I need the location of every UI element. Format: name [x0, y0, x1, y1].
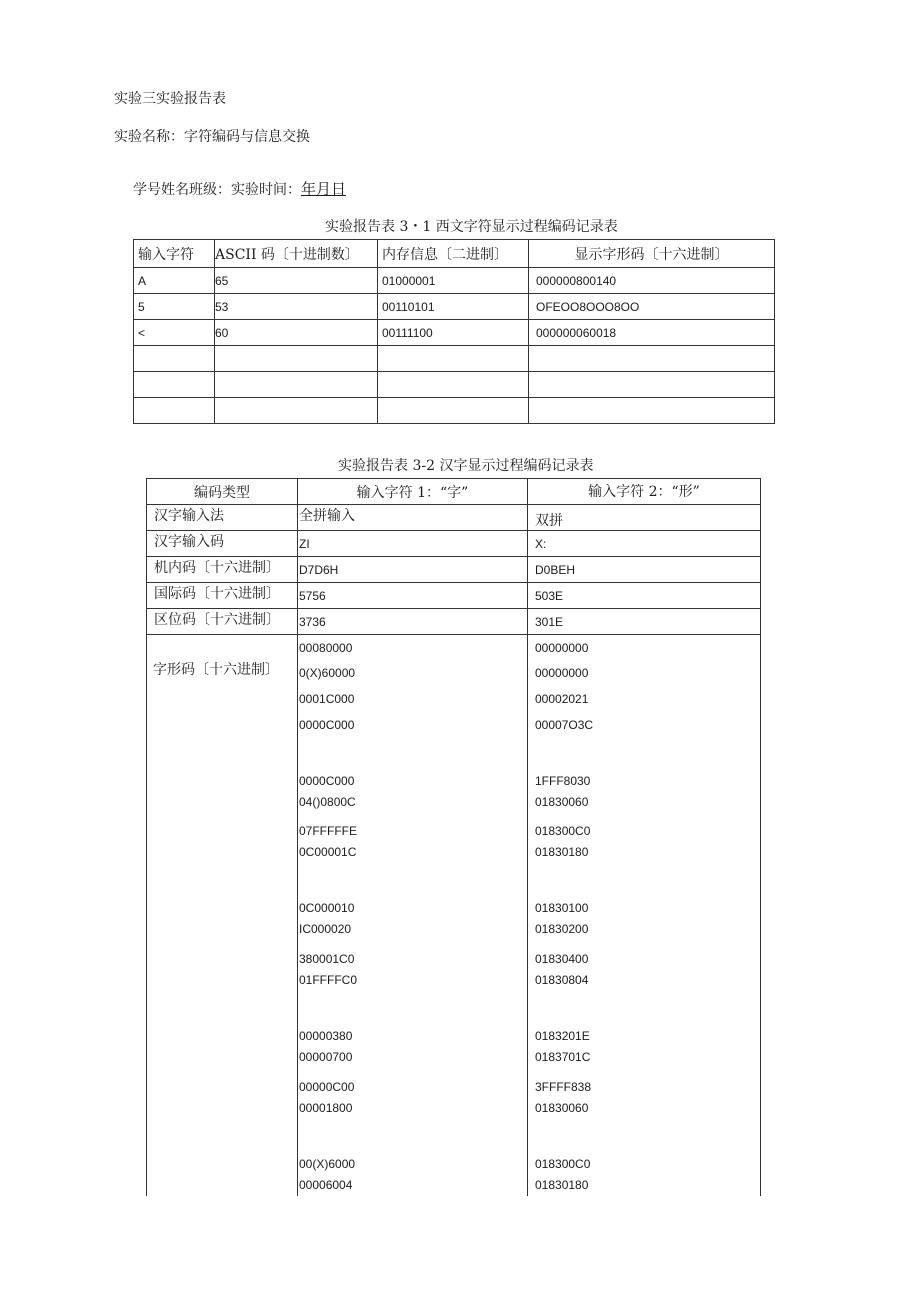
- glyph-code-line: 01830060: [535, 1101, 589, 1115]
- glyph-code-line: 00000000: [535, 641, 589, 655]
- table1-caption: 实验报告表 3・1 西文字符显示过程编码记录表: [325, 219, 618, 235]
- table-cell: [134, 372, 215, 398]
- table-cell: 5: [134, 294, 215, 320]
- table-cell: [134, 398, 215, 424]
- table2-caption: 实验报告表 3-2 汉字显示过程编码记录表: [338, 458, 594, 474]
- glyph-code-line: 07FFFFFE: [299, 824, 358, 838]
- table-cell: D0BEH: [528, 557, 761, 583]
- glyph-code-line: 00007O3C: [535, 718, 594, 732]
- glyph-code-line: 380001C0: [299, 952, 355, 966]
- glyph-code-line: 018300C0: [535, 824, 591, 838]
- table-row: [147, 531, 761, 557]
- table-cell: D7D6H: [298, 557, 528, 583]
- table-row: [147, 557, 761, 583]
- table-cell: [378, 346, 529, 372]
- table-row: [134, 398, 775, 424]
- row-label: 国际码〔十六进制〕: [147, 583, 298, 609]
- western-char-table: [133, 239, 775, 424]
- glyph-code-line: 0C00001C: [299, 845, 357, 859]
- table-cell: [215, 372, 378, 398]
- table-cell: 00110101: [378, 294, 529, 320]
- chinese-char-table: [146, 478, 761, 1196]
- experiment-name-label: 实验名称：: [114, 129, 184, 145]
- column-header: 编码类型: [147, 479, 298, 505]
- table-cell: 65: [215, 268, 378, 294]
- row-label: 字形码〔十六进制〕: [153, 662, 279, 678]
- student-info-label: 学号姓名班级：实验时间：: [133, 182, 301, 198]
- glyph-code-line: IC000020: [299, 922, 352, 936]
- table-header-row: [134, 240, 775, 268]
- column-header: 输入字符: [134, 240, 215, 268]
- glyph-code-line: 01FFFFC0: [299, 973, 358, 987]
- table-cell: 全拼输入: [298, 505, 528, 531]
- glyph-code-line: 01830100: [535, 901, 589, 915]
- glyph-code-line: 3FFFF838: [535, 1080, 592, 1094]
- row-label: 汉字输入法: [147, 505, 298, 531]
- glyph-code-line: 00000C00: [299, 1080, 355, 1094]
- table-cell: A: [134, 268, 215, 294]
- row-label: 机内码〔十六进制〕: [147, 557, 298, 583]
- table-cell: [134, 346, 215, 372]
- table-cell: <: [134, 320, 215, 346]
- glyph-code-line: 01830400: [535, 952, 589, 966]
- table-cell: 01000001: [378, 268, 529, 294]
- table-cell: 5756: [298, 583, 528, 609]
- glyph-code-line: 0000C000: [299, 718, 355, 732]
- glyph-code-line: 00001800: [299, 1101, 353, 1115]
- glyph-code-line: 0(X)60000: [299, 666, 356, 680]
- table-row: [147, 609, 761, 635]
- glyph-code-line: 00000700: [299, 1050, 353, 1064]
- glyph-code-line: 0183201E: [535, 1029, 590, 1043]
- table-row: [147, 505, 761, 531]
- glyph-char2-cell: [528, 635, 761, 1197]
- experiment-name-line: [114, 126, 310, 146]
- glyph-code-line: 018300C0: [535, 1157, 591, 1171]
- table-cell: 53: [215, 294, 378, 320]
- glyph-code-line: 0001C000: [299, 692, 355, 706]
- glyph-code-line: 01830180: [535, 845, 589, 859]
- glyph-code-line: 01830804: [535, 973, 589, 987]
- glyph-code-line: 0C000010: [299, 901, 355, 915]
- table-cell: 000000060018: [529, 320, 775, 346]
- column-header: ASCII 码〔十进制数〕: [215, 240, 378, 268]
- glyph-code-line: 01830060: [535, 795, 589, 809]
- table-cell: 60: [215, 320, 378, 346]
- glyph-code-row: [147, 635, 761, 1197]
- table-row: [147, 583, 761, 609]
- table-cell: [529, 398, 775, 424]
- table-cell: [529, 372, 775, 398]
- glyph-code-line: 0183701C: [535, 1050, 591, 1064]
- experiment-name-value: 字符编码与信息交换: [184, 129, 310, 145]
- glyph-label-cell: [147, 635, 298, 1197]
- table-cell: 双拼: [528, 505, 761, 531]
- table-cell: [378, 398, 529, 424]
- table-cell: OFEOO8OOO8OO: [529, 294, 775, 320]
- table-cell: X:: [528, 531, 761, 557]
- glyph-code-line: 00000380: [299, 1029, 353, 1043]
- table-cell: 3736: [298, 609, 528, 635]
- table-cell: [378, 372, 529, 398]
- student-info-line: [133, 178, 346, 199]
- table-cell: 503E: [528, 583, 761, 609]
- row-label: 汉字输入码: [147, 531, 298, 557]
- glyph-code-line: 00006004: [299, 1178, 353, 1192]
- table-row: [134, 346, 775, 372]
- column-header: 显示字形码〔十六进制〕: [529, 240, 775, 268]
- table-cell: 000000800140: [529, 268, 775, 294]
- table-row: [134, 320, 775, 346]
- glyph-code-line: 00(X)6000: [299, 1157, 356, 1171]
- table-row: [134, 294, 775, 320]
- table-row: [134, 268, 775, 294]
- glyph-code-line: 1FFF8030: [535, 774, 591, 788]
- page-title: 实验三实验报告表: [114, 91, 226, 107]
- table-cell: 301E: [528, 609, 761, 635]
- glyph-code-line: 00080000: [299, 641, 353, 655]
- glyph-code-line: 01830200: [535, 922, 589, 936]
- glyph-code-line: 01830180: [535, 1178, 589, 1192]
- glyph-code-list: [528, 635, 760, 1196]
- glyph-code-line: 00002021: [535, 692, 589, 706]
- glyph-code-list: [298, 635, 527, 1196]
- table-cell: ZI: [298, 531, 528, 557]
- column-header: 内存信息〔二进制〕: [378, 240, 529, 268]
- table-row: [134, 372, 775, 398]
- glyph-code-line: 00000000: [535, 666, 589, 680]
- table-cell: 00111100: [378, 320, 529, 346]
- row-label: 区位码〔十六进制〕: [147, 609, 298, 635]
- table-cell: [215, 346, 378, 372]
- date-field[interactable]: 年月日: [301, 180, 347, 198]
- column-header: 输入字符 2：“形”: [528, 479, 761, 505]
- glyph-char1-cell: [298, 635, 528, 1197]
- table-cell: [529, 346, 775, 372]
- column-header: 输入字符 1：“字”: [298, 479, 528, 505]
- glyph-code-line: 04()0800C: [299, 795, 356, 809]
- table-cell: [215, 398, 378, 424]
- table-header-row: [147, 479, 761, 505]
- glyph-code-line: 0000C000: [299, 774, 355, 788]
